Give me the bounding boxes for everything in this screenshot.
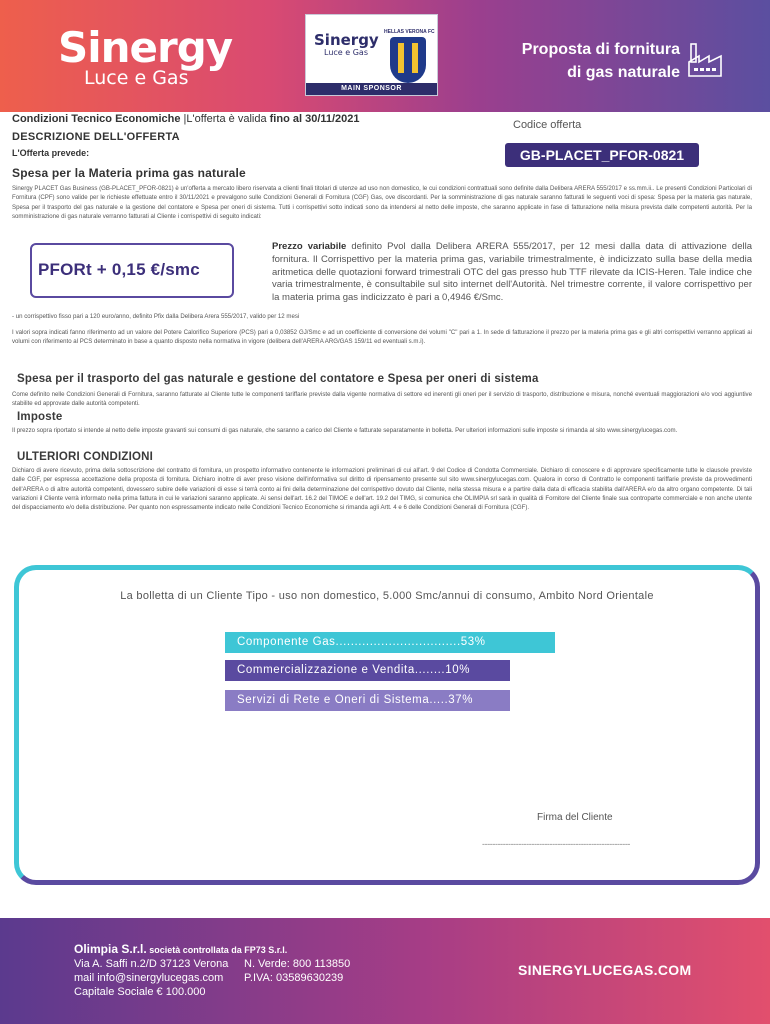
ulteriori-title: ULTERIORI CONDIZIONI — [17, 451, 154, 463]
header-banner — [0, 0, 770, 112]
bar-componente-gas: Componente Gas.................................53% — [225, 632, 555, 653]
fisso-note: - un corrispettivo fisso pari a 120 euro/anno, definito Pfix dalla Delibera Arera 555/2017, valido per 12 mesi — [12, 313, 300, 320]
numero-verde[interactable]: N. Verde: 800 113850 — [244, 958, 351, 970]
price-formula: PFORt + 0,15 €/smc — [38, 260, 200, 279]
company-mail[interactable]: mail info@sinergylucegas.com — [74, 972, 224, 984]
document-title: Proposta di fornitura di gas naturale — [521, 41, 680, 81]
offer-validity: Condizioni Tecnico Economiche |L'offerta è valida fino al 30/11/2021 — [12, 113, 360, 125]
trasporto-title: Spesa per il trasporto del gas naturale e gestione del contatore e Spesa per oneri di sistema — [17, 373, 539, 385]
imposte-title: Imposte — [17, 411, 63, 423]
factory-icon — [688, 42, 722, 78]
materia-title: Spesa per la Materia prima gas naturale — [12, 166, 246, 180]
firma-label: Firma del Cliente — [537, 812, 613, 823]
materia-intro: Sinergy PLACET Gas Business (GB-PLACET_PFOR-0821) è un'offerta a mercato libero riservata a clienti finali titolari di utenze ad uso non domestico, le cui condizioni contrattuali sono definite dalla Delibera ARERA 555/2017 e ss.mm.ii.. Le presenti Condizioni Particolari di Fornitura (CPF) sono valide per le richieste effettuate entro il 30/11/2021 e prevalgono sulle Condizioni Generali di Fornitura (CGF) Gas, ove discordanti. Per la somministrazione di gas naturale saranno fatturati le seguenti voci di spesa: Spesa per la materia gas naturale, Spesa per il trasporto del gas naturale e la gestione del contatore e Spesa per oneri di sistema. Tutti i corrispettivi sotto indicati sono da intendersi al netto delle imposte, che saranno applicate in fase di fatturazione nella misura prevista dalle competenti autorità. Per la somministrazione di gas naturale verranno fatturati al Cliente i corrispettivi di seguito indicati: — [12, 185, 752, 220]
codice-label: Codice offerta — [513, 119, 582, 131]
company-name: Olimpia S.r.l. società controllata da FP73 S.r.l. — [74, 942, 288, 956]
signature-line[interactable]: --------------------------------------------------------- — [482, 839, 631, 849]
footer — [0, 918, 770, 1024]
variabile-text: Prezzo variabile definito Pvol dalla Delibera ARERA 555/2017, per 12 mesi dalla data di attivazione della fornitura. Il Corrispettivo per la materia prima gas, variabile trimestralmente, è indicizzato sulla base della media aritmetica delle quotazioni forward trimestrali OTC del gas presso hub TTF rilevate da ICIS-Heren. Tale indice che varia trimestralmente, è consultabile sul sito internet dell'Autorità. Nel trimestre corrente, il valore corrispettivo per la materia prima gas indicizzato è pari a 0,4946 €/Smc. — [272, 241, 753, 304]
sponsor-badge — [305, 14, 438, 96]
company-address: Via A. Saffi n.2/D 37123 Verona — [74, 958, 229, 970]
company-capitale: Capitale Sociale € 100.000 — [74, 986, 206, 998]
imposte-text: Il prezzo sopra riportato si intende al netto delle imposte gravanti sui consumi di gas naturale, che saranno a carico del Cliente e fatturate separatamente in bolletta. Per ulteriori informazioni sulle imposte si rimanda al sito www.sinergylucegas.com. — [12, 427, 678, 434]
sinergy-logo: Sinergy Luce e Gas — [58, 23, 233, 89]
codice-badge: GB-PLACET_PFOR-0821 — [505, 143, 699, 167]
club-label: HELLAS VERONA FC — [384, 29, 435, 35]
bar-servizi-rete: Servizi di Rete e Oneri di Sistema.....37% — [225, 690, 510, 711]
bar-commercializzazione: Commercializzazione e Vendita........10% — [225, 660, 510, 681]
sponsor-logo: Sinergy Luce e Gas — [314, 31, 379, 57]
trasporto-text: Come definito nelle Condizioni Generali di Fornitura, saranno fatturate al Cliente tutte le componenti tariffarie previste dalla vigente normativa di settore ed inerenti gli oneri per il servizio di trasporto, distribuzione e misura, nonché eventuali maggiorazioni e/o voci aggiuntive stabilite ed approvate dalle autorità competenti. — [12, 391, 752, 408]
partita-iva: P.IVA: 03589630239 — [244, 972, 344, 984]
price-box — [30, 243, 234, 298]
bolletta-title: La bolletta di un Cliente Tipo - uso non domestico, 5.000 Smc/annui di consumo, Ambito Nord Orientale — [120, 590, 654, 602]
main-sponsor-banner: MAIN SPONSOR — [306, 83, 437, 95]
offer-lead: L'Offerta prevede: — [12, 148, 90, 158]
bolletta-box — [14, 565, 760, 885]
pcs-note: I valori sopra indicati fanno riferimento ad un valore del Potere Calorifico Superiore (PCS) pari a 0,03852 GJ/Smc e ad un coefficiente di conversione dei volumi "C" pari a 1. In sede di fatturazione il prezzo per la materia prima gas e gli altri corrispettivi verranno applicati ai volumi con riferimento al PCS determinato in base a quanto disposto nella normativa in vigore (delibera dell'ARERA ARG/GAS 159/11 ed eventuali s.m.i). — [12, 329, 752, 346]
description-title: DESCRIZIONE DELL'OFFERTA — [12, 131, 180, 143]
club-crest-icon — [390, 37, 426, 83]
ulteriori-text: Dichiaro di avere ricevuto, prima della sottoscrizione del contratto di fornitura, un prospetto informativo contenente le informazioni preliminari di cui all'art. 9 del Codice di Condotta Commerciale. Dichiaro di conoscere e di approvare specificamente tutte le clausole previste dalle CGF, per espressa accettazione della proposta di fornitura. Dichiaro inoltre di aver preso visione dell'informativa sul diritto di ripensamento presente sul sito www.sinergylucegas.com. Qualora in corso di Contratto le componenti tariffarie previste da provvedimenti dell'ARERA o di altre autorità competenti, dovessero subire delle variazioni di esse si terrà conto ai fini della determinazione del corrispettivo dovuto dal Cliente, nella stessa misura e a partire dalla data di efficacia stabilita dall'ARERA e/o da altro organo competente. Di tali variazioni il Cliente verrà informato nella prima fattura in cui le variazioni saranno applicate. Ai sensi dell'art. 16.2 del TIMOE e dell'art. 19.2 del TIMG, si comunica che OLIMPIA srl sarà in qualità di Fornitore del Cliente finale sua controparte commerciale e non anche utente del dispacciamento e/o della distribuzione. Per quanto non espressamente indicato nelle Condizioni Tecnico Economiche si rimanda agli Artt. 4 e 6 delle Condizioni Generali di Fornitura (CGF). — [12, 467, 752, 512]
website-link[interactable]: SINERGYLUCEGAS.COM — [518, 962, 692, 978]
